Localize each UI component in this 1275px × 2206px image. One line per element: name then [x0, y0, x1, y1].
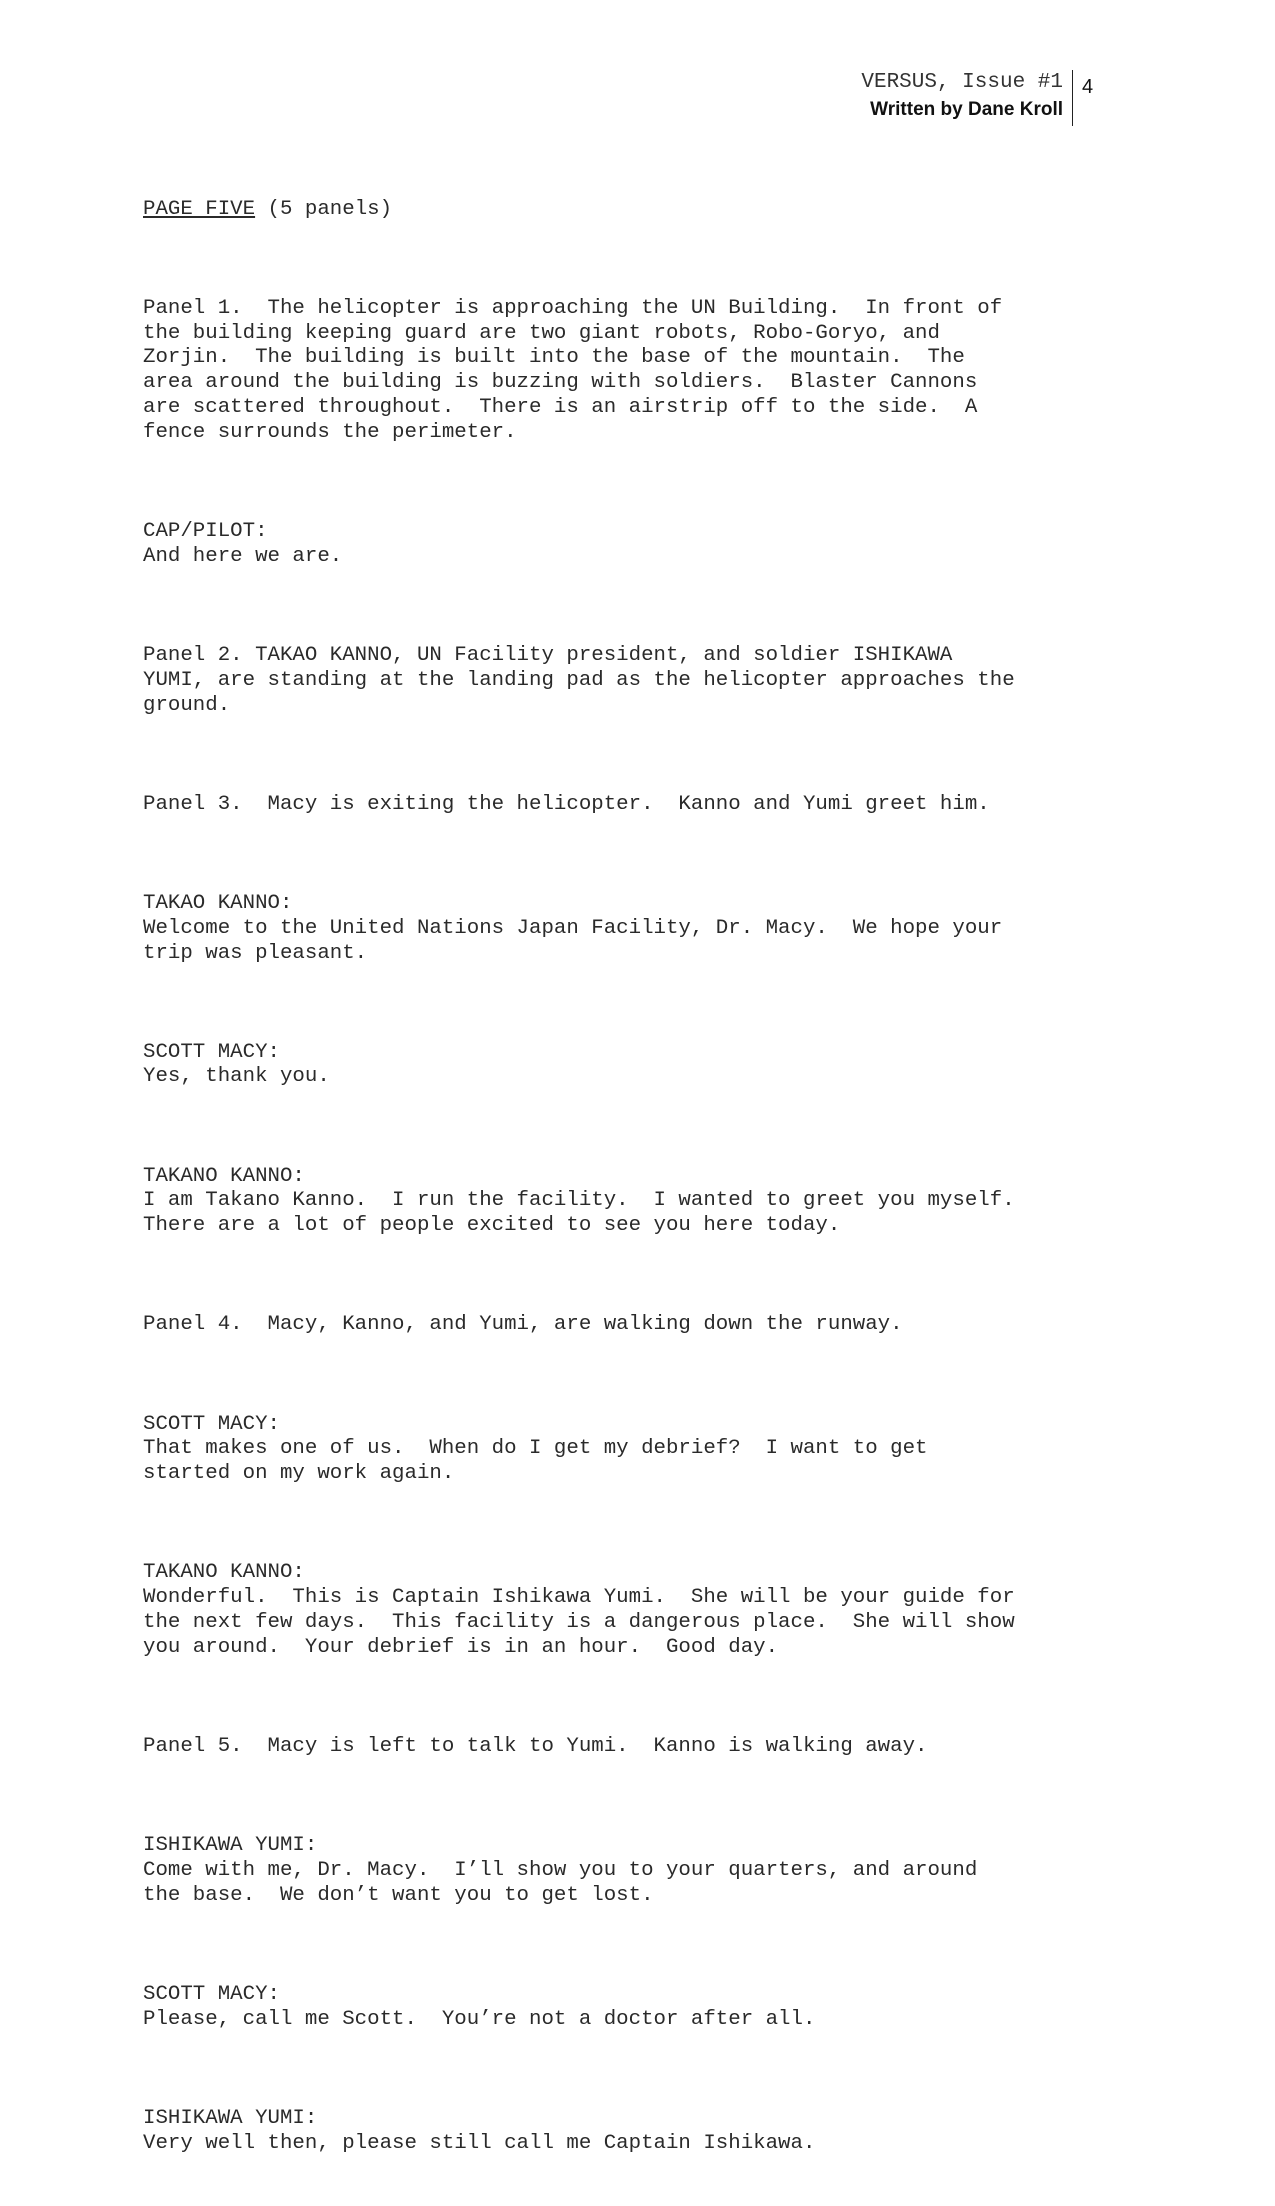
series-title: VERSUS, Issue #1 — [861, 71, 1063, 94]
dialogue-ishikawa-yumi-1: ISHIKAWA YUMI: Come with me, Dr. Macy. I’ll show you to your quarters, and around the base. We don’t want you to get lost. — [143, 1834, 978, 1907]
panel-count: (5 panels) — [255, 197, 393, 221]
dialogue-scott-macy-2: SCOTT MACY: That makes one of us. When do I get my debrief? I want to get started on my work again. — [143, 1412, 928, 1486]
author-credit: Written by Dane Kroll — [870, 99, 1063, 120]
panel-1-description: Panel 1. The helicopter is approaching the UN Building. In front of the building keeping guard are two giant robots, Robo-Goryo, and Zorjin. The building is built into the base of the mountain. The area around the building is buzzing with soldiers. Blaster Cannons are scattered throughout. There is an airstrip off to the side. A fence surrounds the perimeter. — [143, 296, 1003, 444]
dialogue-takano-kanno-1: TAKANO KANNO: I am Takano Kanno. I run the facility. I wanted to greet you myself. There are a lot of people excited to see you here today. — [143, 1164, 1015, 1238]
dialogue-scott-macy-3: SCOTT MACY: Please, call me Scott. You’re not a doctor after all. — [143, 1982, 816, 2031]
dialogue-scott-macy-1: SCOTT MACY: Yes, thank you. — [143, 1040, 330, 1089]
script-body — [143, 148, 1103, 2206]
page-heading-label: PAGE FIVE — [143, 197, 256, 221]
page-number: 4 — [1082, 76, 1094, 98]
panel-4-description: Panel 4. Macy, Kanno, and Yumi, are walking down the runway. — [143, 1313, 903, 1337]
dialogue-takao-kanno: TAKAO KANNO: Welcome to the United Nations Japan Facility, Dr. Macy. We hope your trip was pleasant. — [143, 891, 1003, 965]
dialogue-ishikawa-yumi-2: ISHIKAWA YUMI: Very well then, please still call me Captain Ishikawa. — [143, 2106, 816, 2155]
running-header — [861, 70, 1073, 126]
dialogue-takano-kanno-2: TAKANO KANNO: Wonderful. This is Captain Ishikawa Yumi. She will be your guide for the next few days. This facility is a dangerous place. She will show you around. Your debrief is in an hour. Good day. — [143, 1561, 1015, 1659]
panel-3-description: Panel 3. Macy is exiting the helicopter. Kanno and Yumi greet him. — [143, 792, 990, 816]
page-heading — [143, 198, 1103, 223]
panel-2-description: Panel 2. TAKAO KANNO, UN Facility president, and soldier ISHIKAWA YUMI, are standing at the landing pad as the helicopter approaches the ground. — [143, 643, 1015, 717]
panel-5-description: Panel 5. Macy is left to talk to Yumi. Kanno is walking away. — [143, 1735, 928, 1758]
dialogue-cap-pilot: CAP/PILOT: And here we are. — [143, 519, 343, 568]
